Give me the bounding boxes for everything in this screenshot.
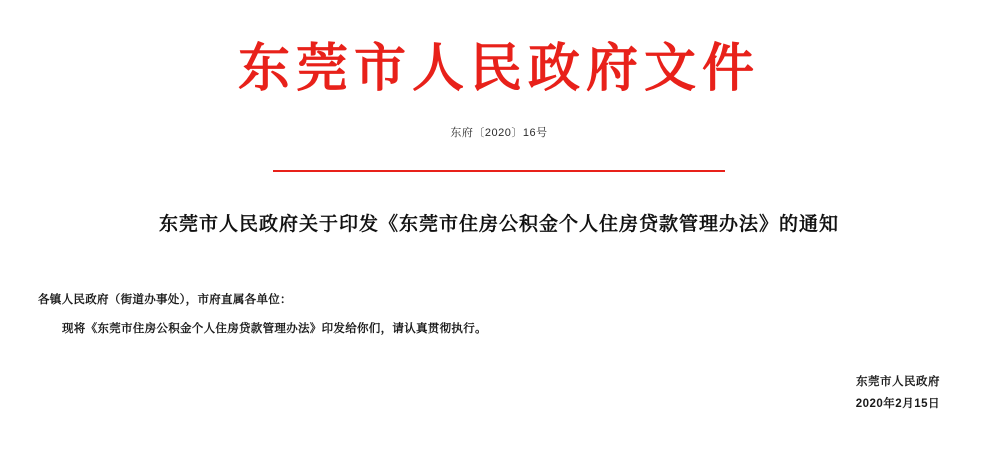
signature-organization: 东莞市人民政府 <box>856 376 940 389</box>
document-title: 东莞市人民政府关于印发《东莞市住房公积金个人住房贷款管理办法》的通知 <box>158 213 839 236</box>
salutation-line: 各镇人民政府（街道办事处），市府直属各单位： <box>38 293 292 306</box>
body-paragraph-1: 现将《东莞市住房公积金个人住房贷款管理办法》印发给你们，请认真贯彻执行。 <box>62 322 487 335</box>
document-body <box>0 291 998 336</box>
red-divider-rule <box>273 170 725 172</box>
signature-block <box>856 372 940 416</box>
masthead-title: 东莞市人民政府文件 <box>237 38 760 99</box>
masthead <box>0 0 998 100</box>
signature-date: 2020年2月15日 <box>855 398 940 411</box>
document-number: 东府〔2020〕16号 <box>450 127 548 140</box>
